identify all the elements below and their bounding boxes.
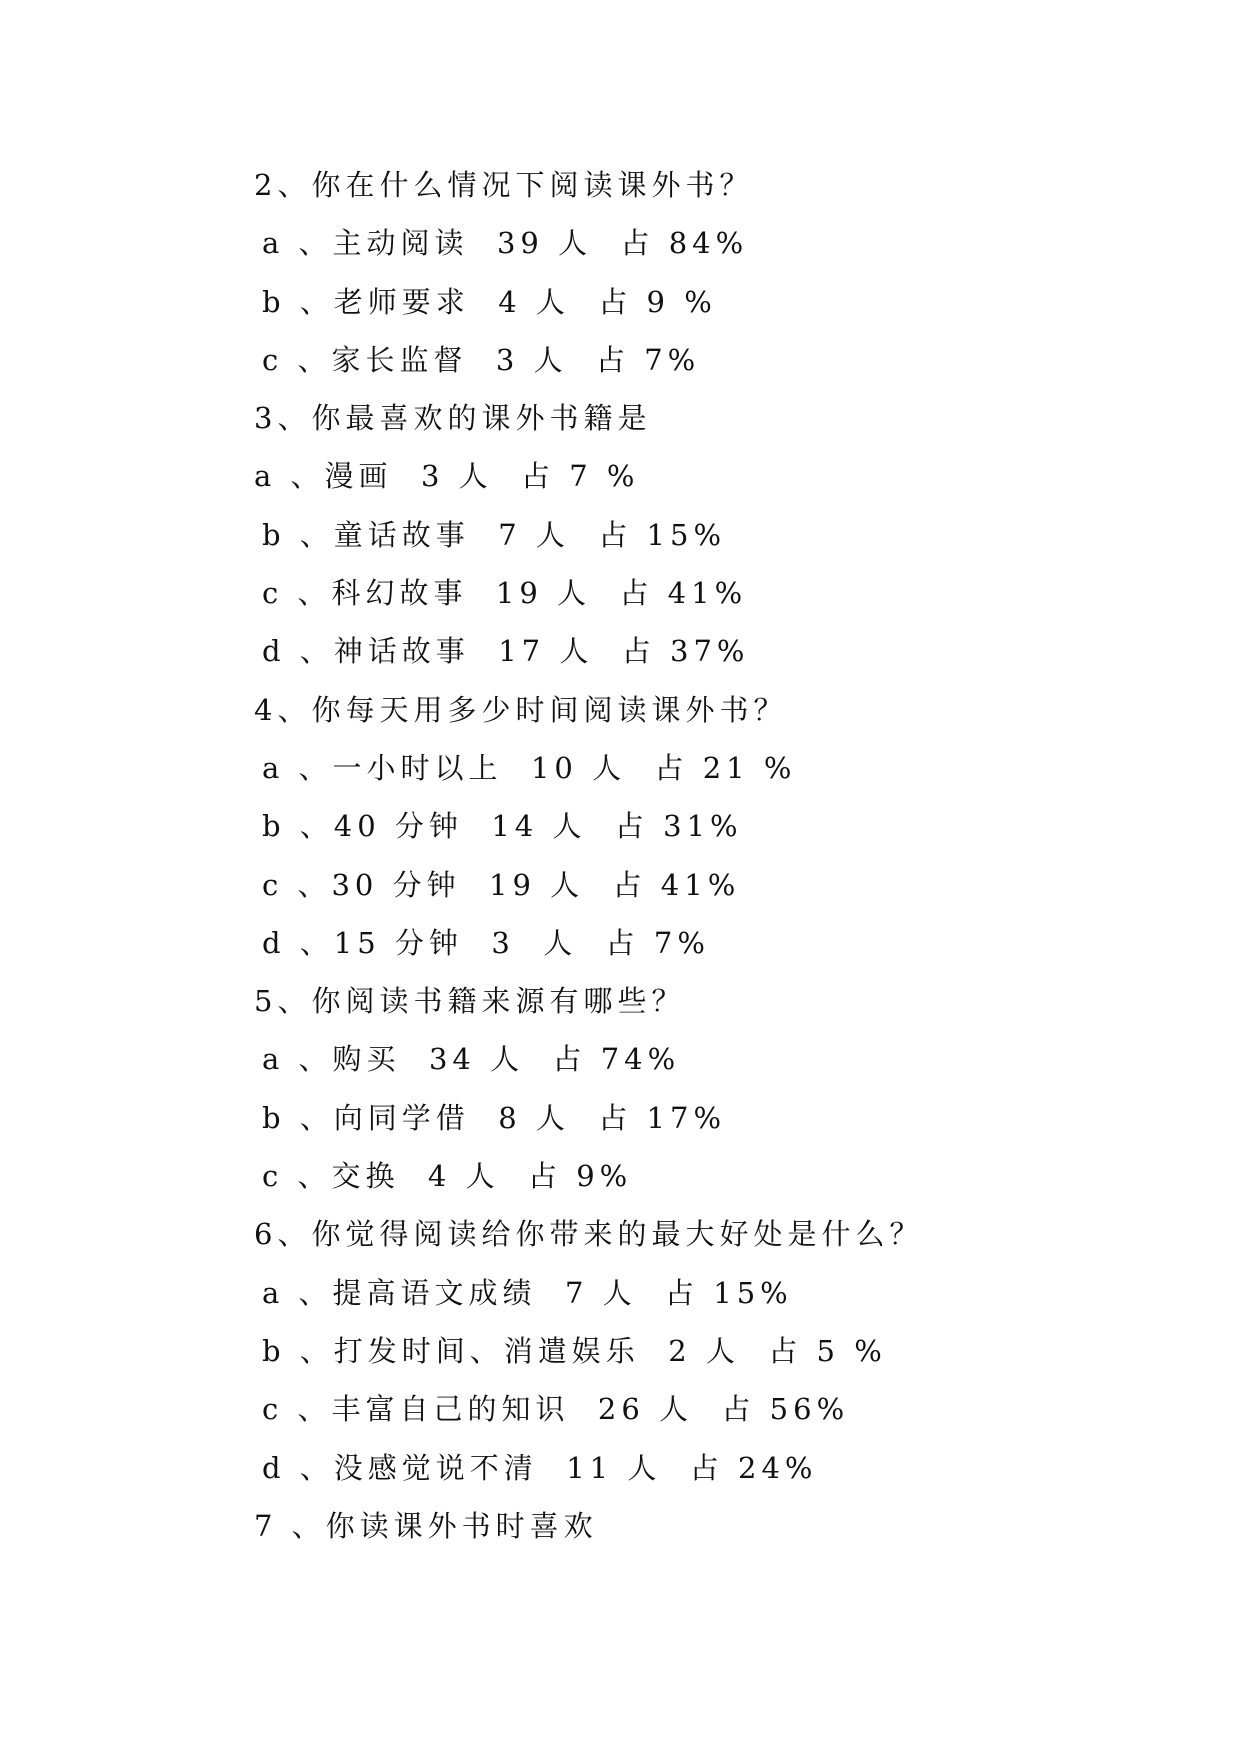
question-4-option-c: c 、30 分钟 19 人 占 41%	[262, 867, 741, 902]
question-3-option-d: d 、神话故事 17 人 占 37%	[262, 634, 750, 669]
question-6-option-d: d 、没感觉说不清 11 人 占 24%	[262, 1450, 818, 1485]
question-5: 5、你阅读书籍来源有哪些？	[254, 984, 686, 1019]
question-3-option-b: b 、童话故事 7 人 占 15%	[262, 517, 726, 552]
question-4-option-d: d 、15 分钟 3 人 占 7%	[262, 925, 710, 960]
question-5-option-a: a 、购买 34 人 占 74%	[262, 1042, 681, 1077]
survey-results-text	[254, 156, 1154, 1555]
question-6-option-b: b 、打发时间、消遣娱乐 2 人 占 5 %	[262, 1333, 887, 1368]
question-7: 7 、你读课外书时喜欢	[254, 1508, 598, 1543]
question-4-option-a: a 、一小时以上 10 人 占 21 %	[262, 750, 797, 785]
question-6-option-c: c 、丰富自己的知识 26 人 占 56%	[262, 1392, 850, 1427]
question-6: 6、你觉得阅读给你带来的最大好处是什么？	[254, 1217, 924, 1252]
question-5-option-b: b 、向同学借 8 人 占 17%	[262, 1100, 726, 1135]
question-4: 4、你每天用多少时间阅读课外书？	[254, 692, 788, 727]
question-2: 2、你在什么情况下阅读课外书？	[254, 168, 754, 202]
question-4-option-b: b 、40 分钟 14 人 占 31%	[262, 809, 743, 844]
question-2-option-c: c 、家长监督 3 人 占 7%	[262, 342, 701, 377]
question-5-option-c: c 、交换 4 人 占 9%	[262, 1159, 633, 1194]
question-2-option-a: a 、主动阅读 39 人 占 84%	[262, 226, 749, 261]
question-3-option-a: a 、漫画 3 人 占 7 %	[254, 459, 640, 494]
question-2-option-b: b 、老师要求 4 人 占 9 %	[262, 284, 717, 319]
question-6-option-a: a 、提高语文成绩 7 人 占 15%	[262, 1275, 793, 1310]
question-3: 3、你最喜欢的课外书籍是	[254, 401, 652, 436]
question-3-option-c: c 、科幻故事 19 人 占 41%	[262, 576, 748, 611]
